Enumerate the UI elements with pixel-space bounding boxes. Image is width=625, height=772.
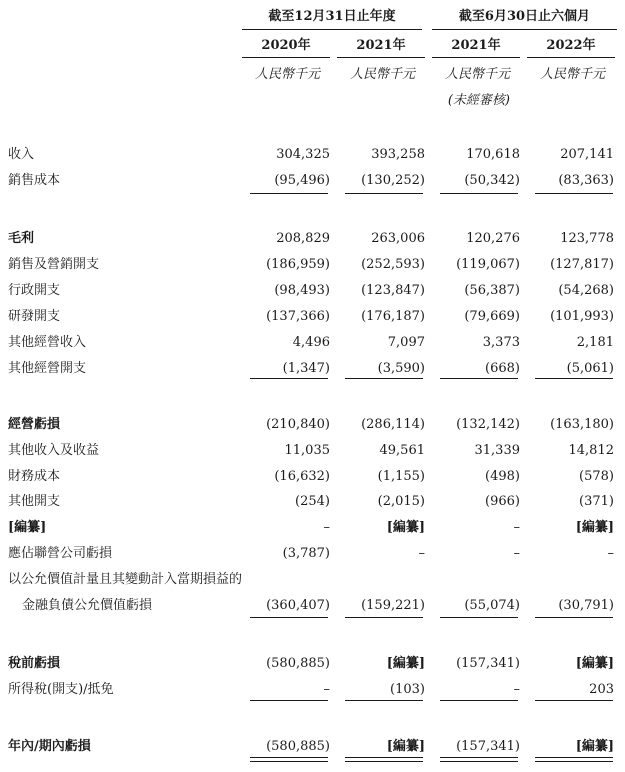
subtotal-rule (345, 700, 423, 701)
subtotal-rule (250, 378, 328, 379)
row-value: (55,074) (464, 598, 520, 613)
total-double-rule (345, 757, 423, 762)
row-value: (1,155) (377, 469, 425, 484)
col-2021-6m: 2021年 (451, 38, 501, 53)
row-value: (286,114) (361, 417, 425, 432)
row-value: (119,067) (456, 257, 520, 272)
col-2021-year: 2021年 (356, 38, 406, 53)
col-rule (432, 57, 520, 58)
row-value: (16,632) (274, 469, 330, 484)
subtotal-rule (345, 617, 423, 618)
row-label: 毛利 (8, 231, 35, 246)
row-value: (1,347) (282, 361, 330, 376)
row-value: (254) (295, 494, 330, 509)
row-value: (103) (390, 682, 425, 697)
row-label: 以公允價值計量且其變動計入當期損益的 (8, 572, 243, 587)
row-value: 49,561 (379, 443, 425, 458)
row-label: 年內/期內虧損 (8, 739, 91, 754)
row-value: (130,252) (361, 173, 425, 188)
row-value: (498) (485, 469, 520, 484)
row-value: 207,141 (560, 147, 614, 162)
row-value: (101,993) (550, 309, 614, 324)
total-double-rule (250, 757, 328, 762)
row-value: (252,593) (361, 257, 425, 272)
row-value: (83,363) (558, 173, 614, 188)
total-double-rule (440, 757, 518, 762)
row-value: 393,258 (371, 147, 425, 162)
row-value: [編纂] (575, 520, 614, 535)
row-label: 經營虧損 (8, 417, 61, 432)
row-value: 2,181 (576, 335, 614, 350)
unit-2022-6m: 人民幣千元 (539, 67, 605, 82)
row-value: (157,341) (456, 656, 520, 671)
unit-2021: 人民幣千元 (349, 67, 415, 82)
row-value: (127,817) (550, 257, 614, 272)
row-value: (123,847) (361, 283, 425, 298)
row-value: (360,407) (266, 598, 330, 613)
subtotal-rule (440, 378, 518, 379)
col-rule (527, 57, 615, 58)
col-2020-year: 2020年 (261, 38, 311, 53)
subtotal-rule (535, 378, 613, 379)
row-value: (3,787) (282, 546, 330, 561)
row-value: 31,339 (474, 443, 520, 458)
row-value: (98,493) (274, 283, 330, 298)
row-value: [編纂] (386, 739, 425, 754)
header-year-ended: 截至12月31日止年度 (268, 9, 396, 24)
row-label: 所得稅(開支)/抵免 (8, 682, 114, 697)
subtotal-rule (440, 700, 518, 701)
row-value: 263,006 (371, 231, 425, 246)
total-double-rule (535, 757, 613, 762)
row-value: [編纂] (386, 520, 425, 535)
header-rule-6m (432, 29, 617, 30)
row-label: 銷售成本 (8, 173, 61, 188)
row-value: 14,812 (568, 443, 614, 458)
subtotal-rule (345, 193, 423, 194)
row-value: 203 (589, 682, 614, 697)
row-value: (30,791) (558, 598, 614, 613)
header-rule-year (242, 29, 422, 30)
row-label: 其他收入及收益 (8, 443, 100, 458)
row-value: (163,180) (550, 417, 614, 432)
row-value: (95,496) (274, 173, 330, 188)
row-value: [編纂] (386, 656, 425, 671)
row-value: – (513, 546, 520, 561)
row-value: (5,061) (566, 361, 614, 376)
row-value: (966) (485, 494, 520, 509)
row-value: 3,373 (482, 335, 520, 350)
subtotal-rule (440, 193, 518, 194)
row-label: 稅前虧損 (8, 656, 61, 671)
row-value: (137,366) (266, 309, 330, 324)
row-value: – (418, 546, 425, 561)
row-label: 應佔聯營公司虧損 (8, 546, 113, 561)
row-label: 研發開支 (8, 309, 61, 324)
row-value: [編纂] (575, 656, 614, 671)
row-value: (2,015) (377, 494, 425, 509)
row-value: – (323, 520, 330, 535)
row-value: (56,387) (464, 283, 520, 298)
subtotal-rule (345, 378, 423, 379)
col-2022-6m: 2022年 (546, 38, 596, 53)
row-value: (54,268) (558, 283, 614, 298)
row-value: 304,325 (276, 147, 330, 162)
row-label: 銷售及營銷開支 (8, 257, 100, 272)
row-value: 120,276 (466, 231, 520, 246)
row-value: 170,618 (466, 147, 520, 162)
row-label: 金融負債公允價值虧損 (22, 598, 153, 613)
row-label: 收入 (8, 147, 35, 162)
row-label: 行政開支 (8, 283, 61, 298)
row-value: (157,341) (456, 739, 520, 754)
col-rule (337, 57, 425, 58)
subtotal-rule (535, 700, 613, 701)
unit-2020: 人民幣千元 (254, 67, 320, 82)
row-value: (3,590) (377, 361, 425, 376)
subtotal-rule (250, 617, 328, 618)
subtotal-rule (535, 193, 613, 194)
row-value: (668) (485, 361, 520, 376)
row-value: (79,669) (464, 309, 520, 324)
row-value: (50,342) (464, 173, 520, 188)
row-value: – (607, 546, 614, 561)
row-value: – (513, 682, 520, 697)
row-value: (578) (579, 469, 614, 484)
unaudited-note: (未經審核) (447, 93, 510, 108)
row-value: (210,840) (266, 417, 330, 432)
row-value: [編纂] (575, 739, 614, 754)
row-label: 其他經營開支 (8, 361, 87, 376)
row-label: [編纂] (8, 520, 47, 535)
subtotal-rule (250, 700, 328, 701)
row-value: 11,035 (284, 443, 330, 458)
row-value: (580,885) (266, 739, 330, 754)
row-value: (159,221) (361, 598, 425, 613)
row-value: – (323, 682, 330, 697)
subtotal-rule (535, 617, 613, 618)
header-six-months: 截至6月30日止六個月 (458, 9, 591, 24)
row-value: 7,097 (387, 335, 425, 350)
col-rule (242, 57, 330, 58)
row-label: 其他經營收入 (8, 335, 87, 350)
row-value: (132,142) (456, 417, 520, 432)
row-value: – (513, 520, 520, 535)
unit-2021-6m: 人民幣千元 (444, 67, 510, 82)
row-label: 其他開支 (8, 494, 61, 509)
row-value: 4,496 (292, 335, 330, 350)
row-value: (580,885) (266, 656, 330, 671)
row-value: (176,187) (361, 309, 425, 324)
subtotal-rule (250, 193, 328, 194)
row-value: 123,778 (560, 231, 614, 246)
row-value: (186,959) (266, 257, 330, 272)
row-value: (371) (579, 494, 614, 509)
row-label: 財務成本 (8, 469, 61, 484)
subtotal-rule (440, 617, 518, 618)
row-value: 208,829 (276, 231, 330, 246)
